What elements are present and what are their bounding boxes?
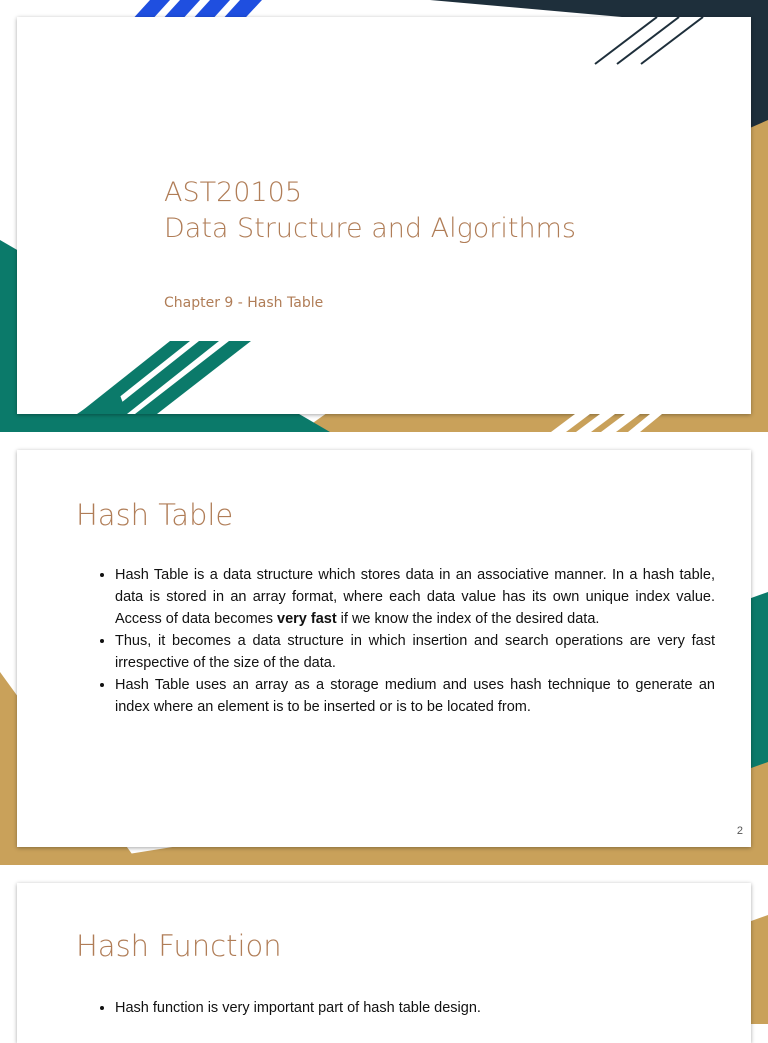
slide-2-bullet-list bbox=[89, 564, 715, 718]
bullet-item: • Hash Table uses an array as a storage medium and uses hash technique to generate an index where an element is to be inserted or is to be located from. bbox=[115, 674, 715, 718]
slide-1-bottom-stripes bbox=[0, 0, 768, 432]
course-name: Data Structure and Algorithms bbox=[164, 213, 576, 244]
bullet-item: • Hash Table is a data structure which stores data in an associative manner. In a hash table, data is stored in an array format, where each data value has its own unique index value. Access of data becomes very fast if we know the index of the desired data. bbox=[115, 564, 715, 630]
emphasis-text: very fast bbox=[277, 611, 337, 627]
slide-3-card bbox=[17, 883, 751, 1043]
slide-2-heading: Hash Table bbox=[76, 498, 234, 532]
bullet-item: • Hash function is very important part of hash table design. bbox=[115, 997, 715, 1019]
bullet-item: • Thus, it becomes a data structure in which insertion and search operations are very fast irrespective of the size of the data. bbox=[115, 630, 715, 674]
course-code: AST20105 bbox=[164, 177, 302, 208]
slide-2-card bbox=[17, 450, 751, 847]
slide-3-bullet-list bbox=[89, 997, 715, 1019]
slide-3-heading: Hash Function bbox=[76, 929, 282, 963]
page-number: 2 bbox=[736, 825, 743, 837]
chapter-subtitle: Chapter 9 - Hash Table bbox=[164, 295, 324, 311]
